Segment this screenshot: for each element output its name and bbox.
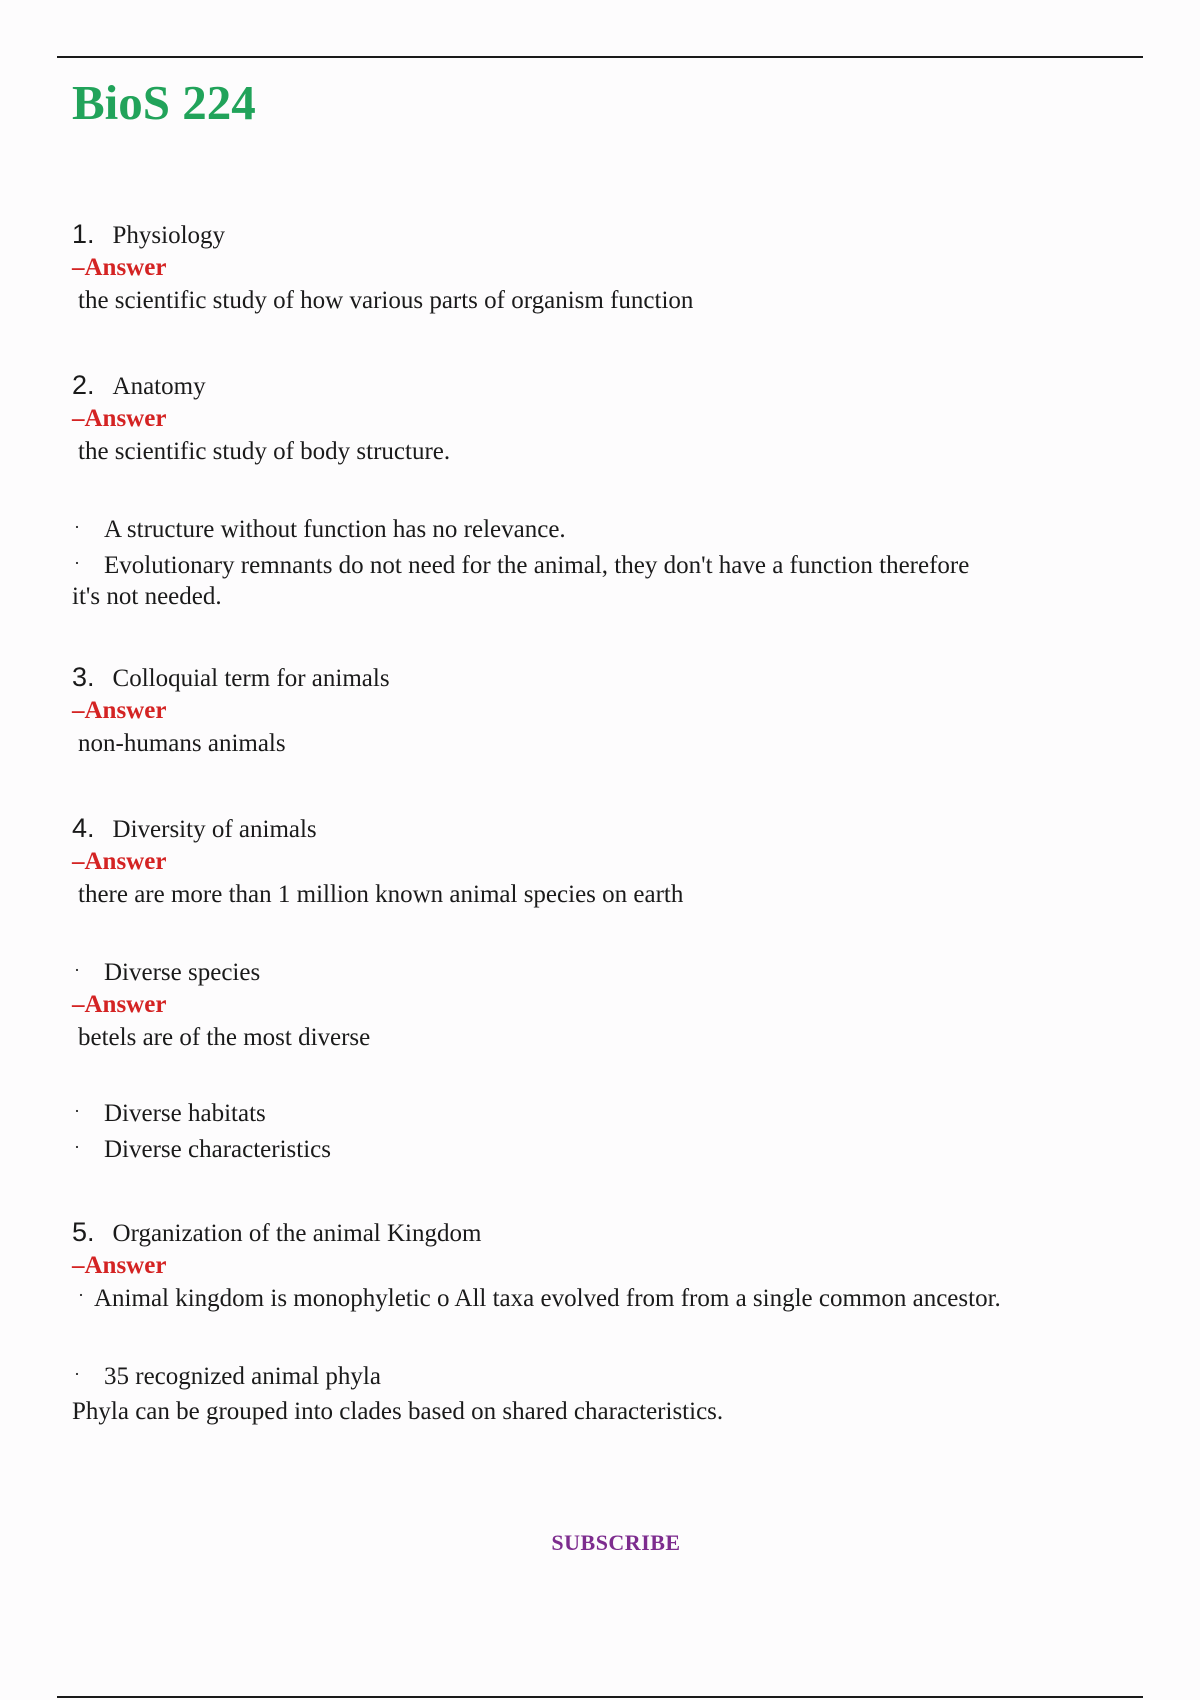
note-bullet: · Diverse habitats	[72, 1096, 1132, 1132]
answer-label: –Answer	[72, 697, 167, 724]
note-bullet: · Evolutionary remnants do not need for the animal, they don't have a function therefore	[72, 548, 1132, 584]
question-number: 3.	[72, 662, 95, 692]
answer-label: –Answer	[72, 254, 167, 281]
bullet-dot-icon: ·	[74, 1364, 80, 1384]
bullet-dot-icon: ·	[74, 517, 80, 537]
note-bullet: · Diverse characteristics	[72, 1132, 1132, 1168]
question-title	[72, 1216, 1132, 1250]
bullet-dot-icon: ·	[74, 1101, 80, 1121]
qa-item-2	[72, 369, 1132, 613]
question-text: Colloquial term for animals	[112, 665, 390, 692]
qa-content	[72, 218, 1132, 1428]
question-number: 4.	[72, 813, 95, 843]
note-text: Phyla can be grouped into clades based on shared characteristics.	[72, 1398, 724, 1425]
question-title	[72, 812, 1132, 846]
question-number: 5.	[72, 1217, 95, 1247]
question-number: 2.	[72, 370, 95, 400]
document-title: BioS 224	[72, 75, 256, 130]
question-text: Organization of the animal Kingdom	[112, 1220, 482, 1247]
answer-label: –Answer	[72, 991, 167, 1018]
sub-question: · Diverse species	[72, 957, 1132, 989]
subscribe-link[interactable]: SUBSCRIBE	[551, 1530, 681, 1555]
note-bullet: · A structure without function has no relevance.	[72, 512, 1132, 548]
answer-text: the scientific study of how various parts of organism function	[78, 287, 694, 314]
question-title	[72, 218, 1132, 252]
answer-text: betels are of the most diverse	[78, 1024, 371, 1051]
answer-label: –Answer	[72, 1252, 167, 1279]
question-title	[72, 369, 1132, 403]
bullet-dot-icon: ·	[74, 553, 80, 573]
answer-label: –Answer	[72, 405, 167, 432]
qa-item-1	[72, 218, 1132, 317]
question-title	[72, 661, 1132, 695]
bullet-dot-icon: ·	[74, 960, 80, 980]
bullet-dot-icon: ·	[74, 1137, 80, 1157]
qa-item-5	[72, 1216, 1132, 1428]
note-continuation: it's not needed.	[72, 583, 222, 610]
top-rule	[57, 56, 1143, 58]
qa-item-3	[72, 661, 1132, 760]
question-text: Anatomy	[112, 373, 206, 400]
question-text: Physiology	[112, 222, 226, 249]
answer-text: non-humans animals	[78, 730, 286, 757]
note-bullet: · 35 recognized animal phyla	[72, 1359, 1132, 1395]
answer-text: · Animal kingdom is monophyletic o All taxa evolved from from a single common ancestor.	[78, 1282, 1132, 1315]
bottom-rule	[57, 1696, 1143, 1698]
answer-text: there are more than 1 million known animal species on earth	[78, 881, 684, 908]
answer-label: –Answer	[72, 848, 167, 875]
qa-item-4	[72, 812, 1132, 1168]
answer-text: the scientific study of body structure.	[78, 438, 451, 465]
question-text: Diversity of animals	[112, 816, 317, 843]
bullet-dot-icon: ·	[78, 1285, 84, 1305]
question-number: 1.	[72, 219, 95, 249]
